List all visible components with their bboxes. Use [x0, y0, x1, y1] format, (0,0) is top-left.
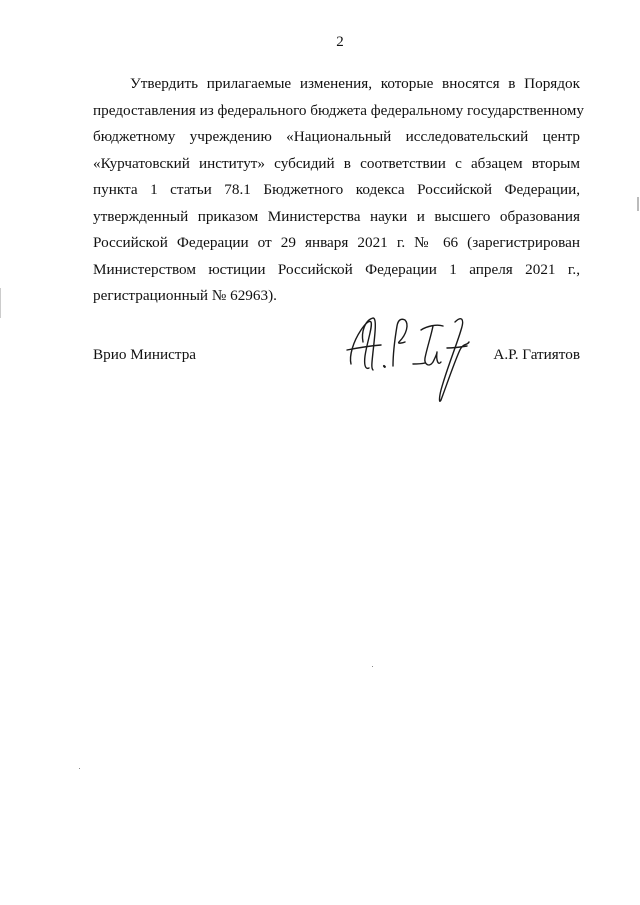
scan-speck	[79, 768, 80, 769]
page-number: 2	[336, 34, 344, 50]
order-paragraph	[93, 71, 585, 310]
scan-edge-mark	[0, 288, 1, 318]
paragraph-line-8: Министерством юстиции Российской Федерации 1 апреля 2021 г.,	[93, 260, 580, 278]
paragraph-line-7: Российской Федерации от 29 января 2021 г. № 66 (зарегистрирован	[93, 234, 580, 251]
paragraph-line-2: предоставления из федерального бюджета федеральному государственному	[93, 101, 585, 119]
paragraph-line-5: пункта 1 статьи 78.1 Бюджетного кодекса Российской Федерации,	[93, 181, 580, 198]
paragraph-line-4: «Курчатовский институт» субсидий в соответствии с абзацем вторым	[93, 154, 580, 172]
paragraph-line-6: утвержденный приказом Министерства науки и высшего образования	[93, 207, 580, 225]
paragraph-line-1: Утвердить прилагаемые изменения, которые вносятся в Порядок	[130, 75, 580, 92]
signatory-name: А.Р. Гатиятов	[493, 346, 580, 363]
handwritten-signature	[343, 312, 473, 407]
scan-speck	[372, 666, 373, 667]
signatory-title: Врио Министра	[93, 346, 197, 363]
scan-edge-mark	[637, 197, 639, 211]
paragraph-line-9: регистрационный № 62963).	[93, 287, 277, 304]
paragraph-line-3: бюджетному учреждению «Национальный исследовательский центр	[93, 128, 580, 145]
signature-block	[93, 346, 580, 376]
